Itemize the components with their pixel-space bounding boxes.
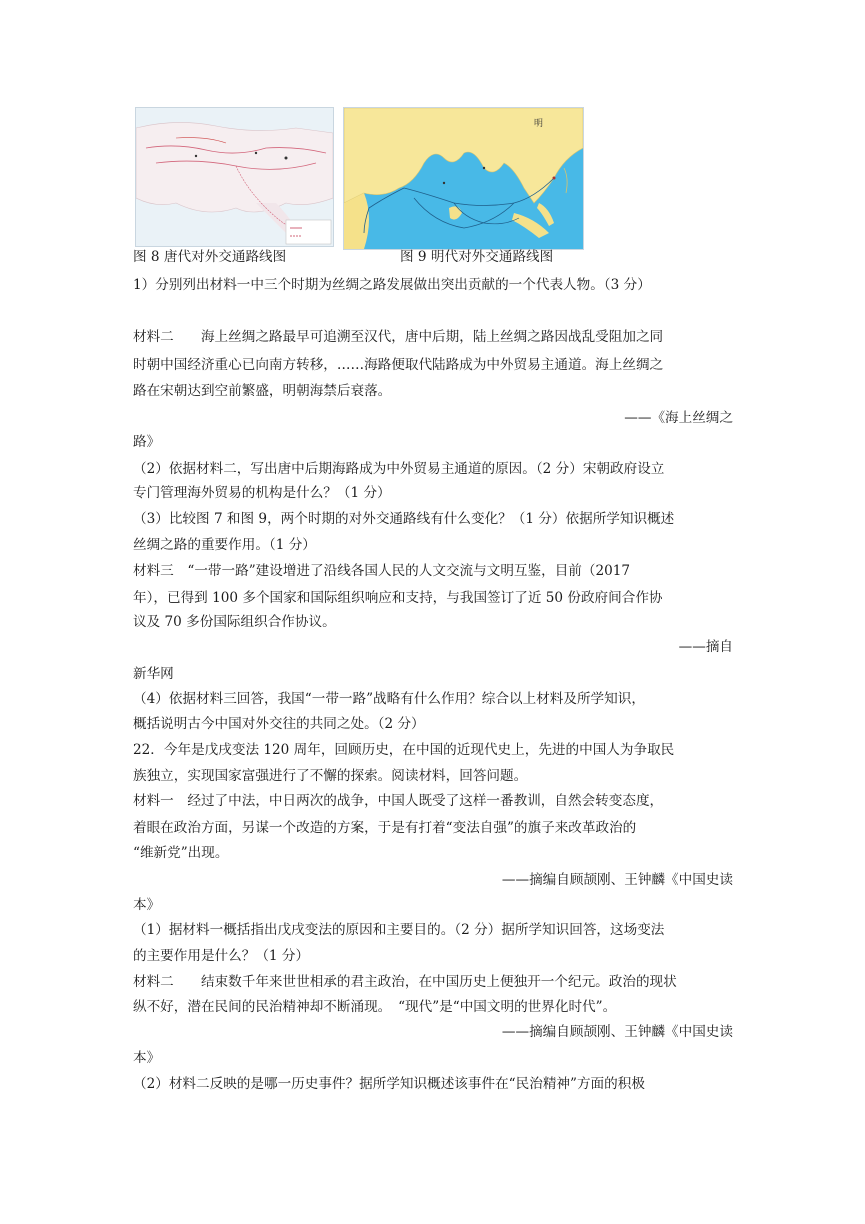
question-22-intro-line-1: 22．今年是戊戌变法 120 周年，回顾历史，在中国的近现代史上，先进的中国人为争取民	[133, 742, 675, 758]
question-1-1: 1）分别列出材料一中三个时期为丝绸之路发展做出突出贡献的一个代表人物。（3 分）	[133, 277, 651, 293]
question-1-2-line-1: （2）依据材料二，写出唐中后期海路成为中外贸易主通道的原因。（2 分）宋朝政府设立	[133, 461, 665, 477]
question-1-4-line-2: 概括说明古今中国对外交往的共同之处。（2 分）	[133, 716, 425, 732]
question-1-3-line-2: 丝绸之路的重要作用。（1 分）	[133, 537, 316, 553]
q22-material-2-source: ——摘编自顾颉刚、王钟麟《中国史读	[501, 1024, 733, 1040]
q22-material-1-source-cont: 本》	[133, 897, 161, 913]
question-1-2-line-2: 专门管理海外贸易的机构是什么？（1 分）	[133, 485, 391, 501]
q22-question-1-line-2: 的主要作用是什么？（1 分）	[133, 948, 310, 964]
q22-question-1-line-1: （1）据材料一概括指出戊戌变法的原因和主要目的。（2 分）据所学知识回答，这场变法	[133, 922, 665, 938]
tang-map-drawing	[136, 108, 333, 246]
material-2-source: ——《海上丝绸之	[624, 410, 733, 426]
material-3-source-cont: 新华网	[133, 666, 174, 682]
q22-material-2-line-1: 材料二 结束数千年来世世相承的君主政治，在中国历史上便独开一个纪元。政治的现状	[133, 974, 677, 990]
question-1-4-line-1: （4）依据材料三回答，我国“一带一路”战略有什么作用？综合以上材料及所学知识，	[133, 691, 645, 707]
material-3-line-2: 年），已得到 100 多个国家和国际组织响应和支持，与我国签订了近 50 份政府间合作协	[133, 590, 663, 606]
material-2-line-3: 路在宋朝达到空前繁盛，明朝海禁后衰落。	[133, 383, 392, 399]
ming-route-map	[343, 107, 584, 250]
material-3-line-1: 材料三 “一带一路”建设增进了沿线各国人民的人文交流与文明互鉴，目前（2017	[133, 563, 631, 579]
q22-material-1-line-1: 材料一 经过了中法，中日两次的战争，中国人既受了这样一番教训，自然会转变态度，	[133, 793, 664, 809]
q22-material-1-line-2: 着眼在政治方面，另谋一个改造的方案，于是有打着“变法自强”的旗子来改革政治的	[133, 820, 637, 836]
q22-material-1-source: ——摘编自顾颉刚、王钟麟《中国史读	[501, 872, 733, 888]
material-3-line-3: 议及 70 多份国际组织合作协议。	[133, 614, 336, 630]
q22-material-1-line-3: “维新党”出现。	[133, 845, 229, 861]
question-1-3-line-1: （3）比较图 7 和图 9，两个时期的对外交通路线有什么变化？（1 分）依据所学知识概述	[133, 511, 675, 527]
ming-map-drawing	[344, 108, 583, 249]
q22-material-2-line-2: 纵不好，潜在民间的民治精神却不断涌现。 “现代”是“中国文明的世界化时代”。	[133, 999, 617, 1015]
material-2-source-cont: 路》	[133, 434, 161, 450]
fig9-caption: 图 9 明代对外交通路线图	[400, 249, 554, 265]
q22-material-2-source-cont: 本》	[133, 1050, 161, 1066]
material-3-source: ——摘自	[678, 639, 733, 655]
material-2-line-1: 材料二 海上丝绸之路最早可追溯至汉代，唐中后期，陆上丝绸之路因战乱受阻加之同	[133, 329, 664, 345]
question-22-intro-line-2: 族独立，实现国家富强进行了不懈的探索。阅读材料，回答问题。	[133, 768, 528, 784]
ming-label: 明	[534, 119, 544, 129]
fig8-caption: 图 8 唐代对外交通路线图	[133, 249, 287, 265]
q22-question-2-line-1: （2）材料二反映的是哪一历史事件？据所学知识概述该事件在“民治精神”方面的积极	[133, 1076, 645, 1092]
material-2-line-2: 时朝中国经济重心已向南方转移，……海路便取代陆路成为中外贸易主通道。海上丝绸之	[133, 357, 664, 373]
tang-route-map	[135, 107, 334, 247]
